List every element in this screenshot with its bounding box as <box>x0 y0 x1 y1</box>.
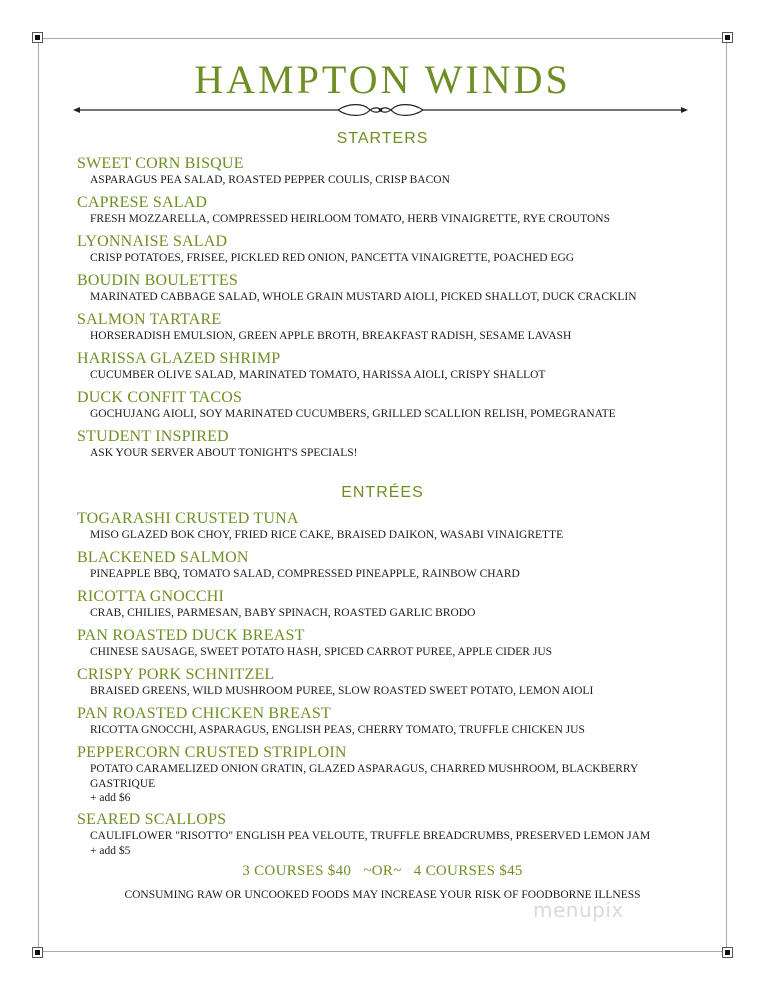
item-description: MARINATED CABBAGE SALAD, WHOLE GRAIN MUSTARD AIOLI, PICKED SHALLOT, DUCK CRACKLIN <box>90 291 637 303</box>
item-description: MISO GLAZED BOK CHOY, FRIED RICE CAKE, BRAISED DAIKON, WASABI VINAIGRETTE <box>90 529 564 541</box>
menu-item <box>77 705 697 738</box>
item-addon-price: + add $6 <box>90 792 131 804</box>
ornamental-divider <box>73 100 688 120</box>
frame-bottom-line <box>38 951 727 952</box>
frame-top-line <box>38 38 727 39</box>
section-title-entrees: ENTRÉES <box>341 484 424 501</box>
item-description: CRISP POTATOES, FRISEE, PICKLED RED ONION, PANCETTA VINAIGRETTE, POACHED EGG <box>90 252 575 264</box>
menu-item <box>77 155 697 188</box>
item-name: PEPPERCORN CRUSTED STRIPLOIN <box>77 744 347 761</box>
watermark: menupix <box>533 898 624 922</box>
menu-item <box>77 588 697 621</box>
corner-ornament-bottom-right <box>722 947 733 958</box>
corner-ornament-top-left <box>32 32 43 43</box>
menu-item <box>77 666 697 699</box>
item-description: BRAISED GREENS, WILD MUSHROOM PUREE, SLOW ROASTED SWEET POTATO, LEMON AIOLI <box>90 685 594 697</box>
menu-item <box>77 744 697 805</box>
corner-ornament-top-right <box>722 32 733 43</box>
item-name: PAN ROASTED CHICKEN BREAST <box>77 705 331 722</box>
item-name: HARISSA GLAZED SHRIMP <box>77 350 281 367</box>
item-name: BOUDIN BOULETTES <box>77 272 238 289</box>
item-description: POTATO CARAMELIZED ONION GRATIN, GLAZED ASPARAGUS, CHARRED MUSHROOM, BLACKBERRY GASTRIQUE <box>90 763 638 790</box>
menu-item <box>77 194 697 227</box>
item-description: CUCUMBER OLIVE SALAD, MARINATED TOMATO, HARISSA AIOLI, CRISPY SHALLOT <box>90 369 546 381</box>
item-name: SALMON TARTARE <box>77 311 222 328</box>
item-name: TOGARASHI CRUSTED TUNA <box>77 510 299 527</box>
menu-item <box>77 389 697 422</box>
menu-item <box>77 510 697 543</box>
item-description: GOCHUJANG AIOLI, SOY MARINATED CUCUMBERS, GRILLED SCALLION RELISH, POMEGRANATE <box>90 408 616 420</box>
item-description: RICOTTA GNOCCHI, ASPARAGUS, ENGLISH PEAS, CHERRY TOMATO, TRUFFLE CHICKEN JUS <box>90 724 585 736</box>
section-title-starters: STARTERS <box>336 130 429 147</box>
item-description: CHINESE SAUSAGE, SWEET POTATO HASH, SPICED CARROT PUREE, APPLE CIDER JUS <box>90 646 553 658</box>
menu-item <box>77 233 697 266</box>
menu-item <box>77 811 697 858</box>
item-name: BLACKENED SALMON <box>77 549 249 566</box>
item-description: PINEAPPLE BBQ, TOMATO SALAD, COMPRESSED PINEAPPLE, RAINBOW CHARD <box>90 568 520 580</box>
food-safety-disclaimer: CONSUMING RAW OR UNCOOKED FOODS MAY INCREASE YOUR RISK OF FOODBORNE ILLNESS <box>124 889 641 901</box>
item-description: ASK YOUR SERVER ABOUT TONIGHT'S SPECIALS! <box>90 447 358 459</box>
menu-item <box>77 549 697 582</box>
item-description: CRAB, CHILIES, PARMESAN, BABY SPINACH, ROASTED GARLIC BRODO <box>90 607 476 619</box>
item-name: PAN ROASTED DUCK BREAST <box>77 627 305 644</box>
menu-item <box>77 350 697 383</box>
item-description: ASPARAGUS PEA SALAD, ROASTED PEPPER COULIS, CRISP BACON <box>90 174 450 186</box>
item-name: SEARED SCALLOPS <box>77 811 227 828</box>
item-name: DUCK CONFIT TACOS <box>77 389 243 406</box>
item-name: SWEET CORN BISQUE <box>77 155 244 172</box>
item-addon-price: + add $5 <box>90 844 131 857</box>
restaurant-title: HAMPTON WINDS <box>194 57 571 102</box>
item-name: STUDENT INSPIRED <box>77 428 229 445</box>
item-description: HORSERADISH EMULSION, GREEN APPLE BROTH, BREAKFAST RADISH, SESAME LAVASH <box>90 330 572 342</box>
menu-item <box>77 272 697 305</box>
menu-item <box>77 428 697 461</box>
course-pricing: 3 COURSES $40 ~OR~ 4 COURSES $45 <box>242 863 523 879</box>
item-name: CRISPY PORK SCHNITZEL <box>77 666 275 683</box>
menu-item <box>77 627 697 660</box>
item-name: CAPRESE SALAD <box>77 194 208 211</box>
corner-ornament-bottom-left <box>32 947 43 958</box>
menu-item <box>77 311 697 344</box>
item-name: LYONNAISE SALAD <box>77 233 228 250</box>
item-name: RICOTTA GNOCCHI <box>77 588 225 605</box>
item-description: FRESH MOZZARELLA, COMPRESSED HEIRLOOM TOMATO, HERB VINAIGRETTE, RYE CROUTONS <box>90 213 610 225</box>
item-description: CAULIFLOWER "RISOTTO" ENGLISH PEA VELOUTE, TRUFFLE BREADCRUMBS, PRESERVED LEMON JAM <box>90 830 651 842</box>
